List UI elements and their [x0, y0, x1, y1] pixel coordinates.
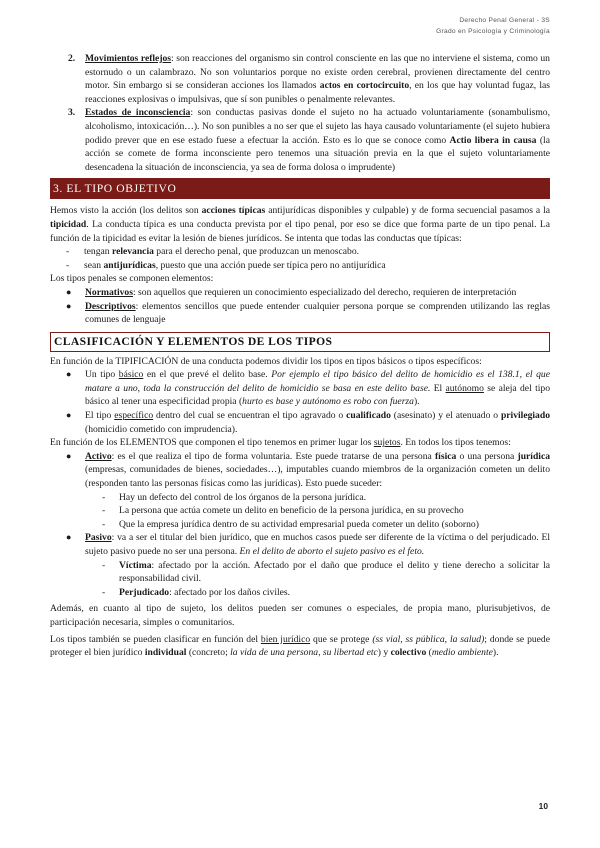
text: ) y: [377, 647, 391, 659]
header-course: Derecho Penal General - 3S: [459, 17, 550, 24]
term-bien-juridico: bien jurídico: [260, 633, 311, 645]
term-estados-inconsciencia: Estados de inconsciencia: [85, 107, 191, 119]
term-descriptivos: Descriptivos: [85, 300, 136, 312]
term-privilegiado: privilegiado: [500, 410, 550, 422]
example-text: Por ejemplo el tipo básico del delito de homicidio es el 138.1, el que matare a uno, toda la construcción del delito de homicidio se basa en este delito base.: [85, 369, 550, 394]
example-text: medio ambiente: [431, 647, 493, 659]
bullet-normativos: [50, 286, 550, 300]
term-colectivo: colectivo: [390, 647, 427, 659]
term-especifico: específico: [114, 410, 154, 422]
text: dentro del cual se encuentran el tipo agravado o: [153, 410, 347, 422]
text: . En todos los tipos tenemos:: [400, 437, 511, 449]
term-perjudicado: Perjudicado: [119, 586, 170, 598]
page-content: [50, 52, 550, 660]
term-cualificado: cualificado: [346, 410, 391, 422]
dash-item: [50, 518, 550, 532]
bullet-activo: [50, 450, 550, 491]
text: ).: [413, 396, 420, 408]
paragraph: Los tipos penales se componen elementos:: [50, 273, 214, 285]
paragraph: En función de la TIPIFICACIÓN de una conducta podemos dividir los tipos en tipos básicos o tipos específicos:: [50, 355, 482, 367]
dash-marker: -: [66, 246, 70, 258]
bullet-marker: ●: [66, 532, 72, 543]
term-relevancia: relevancia: [111, 246, 154, 258]
term-normativos: Normativos: [85, 286, 133, 298]
text: Que la empresa jurídica dentro de su actividad empresarial pueda cometer un delito (soborno): [119, 518, 479, 530]
bullet-marker: ●: [66, 369, 72, 380]
dash-marker: -: [102, 559, 106, 571]
dash-item-antijuridicas: [50, 259, 550, 273]
term-tipicidad: tipicidad: [50, 218, 87, 230]
term-basico: básico: [118, 369, 144, 381]
term-acciones-tipicas: acciones típicas: [201, 205, 266, 217]
bullet-marker: ●: [66, 410, 72, 421]
text: (empresas, comunidades de bienes, sociedades…), imputables cuando miembros de la organización cometen un delito (responden tanto las personas físicas como las jurídicas). Esto puede suceder:: [85, 464, 550, 490]
term-victima: Víctima: [119, 559, 152, 571]
text: o una persona: [456, 450, 518, 462]
dash-item-victima: [50, 559, 550, 586]
example-text: En el delito de aborto el sujeto pasivo es el feto.: [239, 546, 425, 557]
page-header: [436, 15, 550, 37]
paragraph: Además, en cuanto al tipo de sujeto, los delitos pueden ser comunes o especiales, de propia mano, plurisubjetivos, de participación necesaria, simples o comunitarios.: [50, 603, 550, 628]
dash-marker: -: [102, 491, 106, 503]
term-movimientos-reflejos: Movimientos reflejos: [85, 53, 172, 64]
dash-item-perjudicado: [50, 586, 550, 600]
term-actio-libera: Actio libera in causa: [449, 134, 537, 146]
bullet-pasivo: [50, 531, 550, 558]
subsection-heading-clasificacion: CLASIFICACIÓN Y ELEMENTOS DE LOS TIPOS: [50, 332, 550, 352]
header-degree: Grado en Psicología y Criminología: [436, 28, 550, 35]
paragraph: [50, 633, 550, 660]
text: El: [430, 382, 446, 394]
text: : elementos sencillos que puede entender cualquier persona porque se comprenden utilizando las reglas comunes de lenguaje: [85, 300, 550, 326]
term-actos-cortocircuito: actos en cortocircuito: [319, 80, 410, 92]
text: ; donde se puede proteger el bien jurídico: [50, 633, 550, 659]
text: ).: [492, 647, 499, 659]
paragraph: [50, 436, 550, 450]
text: sean: [84, 259, 104, 271]
bullet-tipo-basico: [50, 368, 550, 409]
bullet-marker: ●: [66, 450, 72, 461]
term-autonomo: autónomo: [445, 382, 484, 394]
text: antijurídicas disponibles y culpable) y de forma secuencial pasamos a la: [265, 205, 550, 217]
text: (homicidio cometido con imprudencia).: [85, 423, 238, 435]
text: : va a ser el titular del bien jurídico, que en muchos casos puede ser diferente de la víctima o del perjudicado. El sujeto pasivo puede no ser una persona.: [85, 532, 550, 557]
dash-marker: -: [102, 586, 106, 598]
paragraph: [50, 204, 550, 245]
text: (asesinato) y el atenuado o: [390, 410, 501, 422]
term-juridica: jurídica: [517, 450, 551, 462]
example-text: la vida de una persona, su libertad etc: [230, 647, 378, 659]
example-text: hurto es base y autónomo es robo con fuerza: [242, 396, 414, 408]
item-text: (la acción se comete de forma inconsciente pero tenemos una situación previa en la que el sujeto voluntariamente desencadena la situación de inconsciencia, ya sea de forma dolosa o imprudente): [85, 134, 550, 173]
text: : afectado por los daños civiles.: [169, 586, 291, 598]
text: se aleja del tipo básico al tener una especificidad propia (: [85, 382, 550, 408]
list-item-estados-inconsciencia: [50, 106, 550, 174]
dash-item: [50, 491, 550, 505]
item-text: : son conductas pasivas donde el sujeto no ha actuado voluntariamente (sonambulismo, alcoholismo, intoxicación…). No son punibles a no ser que el sujeto las haya causado voluntariamente (el sujeto hubiera podido prever que en ese estado fuese a efectuar la acción. Esto es lo que se conoce como: [85, 107, 551, 146]
text: Hay un defecto del control de los órganos de la persona jurídica.: [119, 491, 367, 503]
text: para el derecho penal, que produzcan un menoscabo.: [153, 246, 360, 258]
text: , puesto que una acción puede ser típica pero no antijurídica: [155, 259, 386, 271]
term-sujetos: sujetos: [373, 437, 401, 449]
bullet-marker: ●: [66, 300, 72, 311]
text: que se protege: [310, 633, 373, 645]
list-item-movimientos-reflejos: [50, 52, 550, 106]
text: Los tipos también se pueden clasificar en función del: [50, 633, 261, 645]
term-activo: Activo: [85, 450, 112, 462]
bullet-marker: ●: [66, 286, 72, 297]
item-text: : son reacciones del organismo sin control consciente en las que no interviene el sistema, como un estornudo o un calambrazo. No son voluntarios porque no existe orden cerebral, provienen directamente del centro motor. Sin embargo si se consideran acciones los llamados: [85, 53, 550, 92]
text: En función de los ELEMENTOS que componen el tipo tenemos en primer lugar los: [50, 437, 374, 449]
term-individual: individual: [144, 647, 187, 659]
text: : es el que realiza el tipo de forma voluntaria. Este puede tratarse de una persona: [111, 450, 435, 462]
text: Un tipo: [85, 369, 119, 381]
page-number: 10: [538, 801, 548, 811]
term-pasivo: Pasivo: [85, 532, 112, 544]
text: en el que prevé el delito base.: [143, 369, 272, 381]
example-text: (ss vial, ss pública, la salud): [372, 633, 485, 645]
dash-marker: -: [102, 518, 106, 530]
item-number: 3.: [68, 107, 76, 119]
text: (concreto;: [186, 647, 231, 659]
text: (: [426, 647, 432, 659]
section-heading-tipo-objetivo: 3. EL TIPO OBJETIVO: [50, 178, 550, 199]
item-number: 2.: [68, 53, 76, 64]
term-antijuridicas: antijurídicas: [103, 259, 156, 271]
text: El tipo: [85, 410, 115, 422]
dash-item: [50, 504, 550, 518]
text: : afectado por la acción. Afectado por el daño que produce el delito y tiene derecho a solicitar la responsabilidad civil.: [119, 559, 550, 585]
dash-item-relevancia: [50, 245, 550, 259]
text: Hemos visto la acción (los delitos son: [50, 205, 202, 217]
text: . La conducta típica es una conducta prevista por el tipo penal, por eso se dice que forma parte de un tipo penal. La función de la tipicidad es evitar la lesión de bienes jurídicos. Se intenta que todas las conductas que típicas:: [50, 218, 550, 244]
dash-marker: -: [102, 505, 106, 517]
item-text: , en los que hay voluntad fugaz, las reacciones explosivas o impulsivas, que sí son punibles o penalmente relevantes.: [85, 80, 550, 105]
text: tengan: [84, 246, 112, 258]
bullet-descriptivos: [50, 300, 550, 327]
term-fisica: física: [434, 450, 457, 462]
bullet-tipo-especifico: [50, 409, 550, 436]
text: La persona que actúa comete un delito en beneficio de la persona jurídica, en su provecho: [119, 505, 464, 517]
text: : son aquellos que requieren un conocimiento especializado del derecho, requieren de interpretación: [132, 286, 517, 298]
dash-marker: -: [66, 259, 70, 271]
